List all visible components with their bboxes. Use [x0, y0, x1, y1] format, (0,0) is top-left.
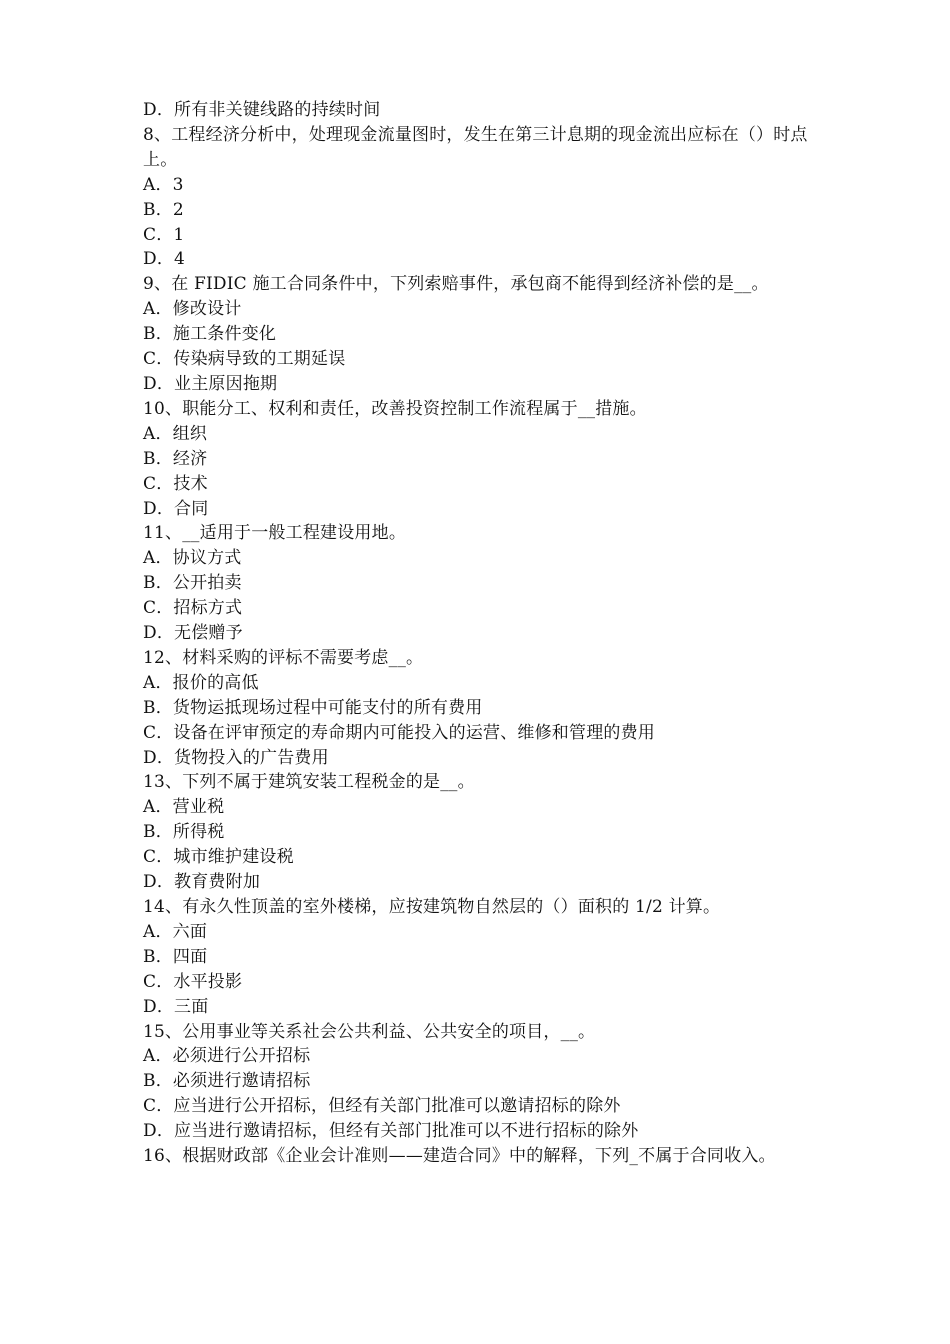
answer-option: D．三面 [143, 996, 209, 1017]
answer-option: D．教育费附加 [143, 872, 261, 893]
answer-option: C．城市维护建设税 [143, 847, 294, 868]
answer-option: C．水平投影 [143, 971, 243, 992]
answer-option: C．应当进行公开招标，但经有关部门批准可以邀请招标的除外 [143, 1096, 621, 1117]
answer-option: B．所得税 [143, 822, 225, 843]
answer-option: D．货物投入的广告费用 [143, 747, 329, 768]
question-text: 16、根据财政部《企业会计准则——建造合同》中的解释，下列_不属于合同收入。 [143, 1146, 776, 1167]
answer-option: C．招标方式 [143, 598, 243, 619]
answer-option: C．传染病导致的工期延误 [143, 349, 346, 370]
answer-option: D．无偿赠予 [143, 623, 243, 644]
answer-option: A．3 [143, 174, 184, 195]
answer-option: D．合同 [143, 498, 209, 519]
question-text: 15、公用事业等关系社会公共利益、公共安全的项目，__。 [143, 1021, 596, 1042]
answer-option: A．六面 [143, 921, 208, 942]
answer-option: D．业主原因拖期 [143, 373, 278, 394]
answer-option: A．修改设计 [143, 299, 242, 320]
question-text: 11、__适用于一般工程建设用地。 [143, 523, 407, 544]
question-text: 12、材料采购的评标不需要考虑__。 [143, 647, 424, 668]
answer-option: B．必须进行邀请招标 [143, 1071, 311, 1092]
answer-option: A．必须进行公开招标 [143, 1046, 311, 1067]
question-text: 9、在 FIDIC 施工合同条件中，下列索赔事件，承包商不能得到经济补偿的是__。 [143, 274, 769, 295]
answer-option: B．施工条件变化 [143, 324, 277, 345]
answer-option: B．公开拍卖 [143, 573, 242, 594]
answer-option: D．应当进行邀请招标，但经有关部门批准可以不进行招标的除外 [143, 1121, 639, 1142]
question-text: 13、下列不属于建筑安装工程税金的是__。 [143, 772, 475, 793]
answer-option: D．4 [143, 249, 186, 270]
answer-option: A．协议方式 [143, 548, 242, 569]
answer-option: B．货物运抵现场过程中可能支付的所有费用 [143, 697, 483, 718]
answer-option: C．设备在评审预定的寿命期内可能投入的运营、维修和管理的费用 [143, 722, 656, 743]
answer-option: B．四面 [143, 946, 208, 967]
question-text: 10、职能分工、权利和责任，改善投资控制工作流程属于__措施。 [143, 398, 647, 419]
answer-option: A．报价的高低 [143, 672, 259, 693]
answer-option: C．技术 [143, 473, 208, 494]
answer-option: C．1 [143, 224, 185, 245]
answer-option: B．2 [143, 199, 184, 220]
answer-option: A．营业税 [143, 797, 225, 818]
question-text: 8、工程经济分析中，处理现金流量图时，发生在第三计息期的现金流出应标在（）时点上。 [143, 124, 808, 170]
document-page [143, 98, 811, 1169]
question-text: 14、有永久性顶盖的室外楼梯，应按建筑物自然层的（）面积的 1/2 计算。 [143, 897, 721, 917]
answer-option: A．组织 [143, 423, 208, 444]
answer-option: B．经济 [143, 448, 208, 469]
answer-option: D．所有非关键线路的持续时间 [143, 100, 381, 120]
